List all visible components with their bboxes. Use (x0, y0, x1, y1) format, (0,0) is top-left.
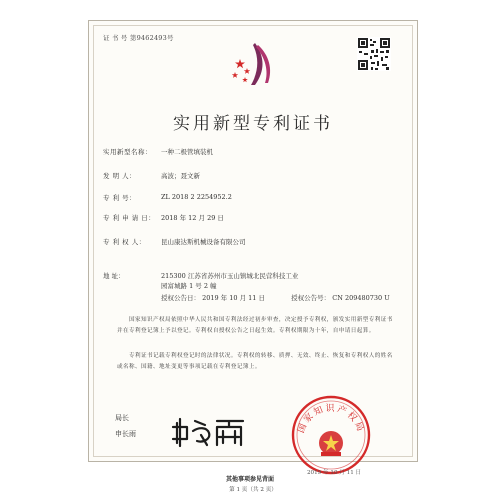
patent-number-label: 专 利 号： (103, 194, 137, 202)
patentee-row (103, 237, 246, 246)
patentee-label: 专 利 权 人： (103, 238, 146, 246)
certificate-title: 实用新型专利证书 (173, 114, 333, 134)
invention-name-value: 一种二极管填装机 (161, 148, 213, 156)
page-number: 第 1 页（共 2 页） (229, 487, 277, 493)
patent-number-value: ZL 2018 2 2254952.2 (161, 193, 232, 201)
grant-date-label: 授权公告日： (161, 294, 200, 302)
invention-name-label: 实用新型名称： (103, 148, 152, 156)
qr-code-icon (357, 37, 391, 71)
seal-date: 2019 年 10 月 11 日 (307, 470, 362, 476)
certificate-number: 证 书 号 第9462493号 (103, 34, 174, 42)
address-label: 地 址： (103, 272, 125, 280)
director-title: 局长 (115, 414, 129, 422)
grant-number-label: 授权公告号： (291, 294, 331, 302)
cnipa-emblem-icon (225, 37, 279, 91)
inventor-label: 发 明 人： (103, 172, 137, 180)
grant-row (161, 293, 390, 302)
inventor-value: 高波；聂文新 (161, 172, 200, 180)
grant-paragraph: 国家知识产权局依照中华人民共和国专利法经过初步审查，决定授予专利权，颁发实用新型专利证书并在专利登记簿上予以登记。专利权自授权公告之日起生效。专利权期限为十年，自申请日起算。 (117, 317, 393, 334)
grant-number-value: CN 209480730 U (332, 294, 390, 302)
director-name: 申长雨 (115, 430, 136, 438)
patentee-value: 昆山康达斯机械设备有限公司 (161, 238, 246, 246)
address-row (103, 271, 301, 291)
filing-date-label: 专 利 申 请 日： (103, 214, 156, 222)
filing-date-row (103, 213, 224, 222)
invention-name-row (103, 147, 213, 156)
patent-number-row (103, 193, 232, 202)
official-seal-icon (289, 393, 373, 477)
back-page-note: 其他事项参见背面 (225, 476, 274, 483)
seal-text: 国家知识产权局 (296, 404, 366, 435)
inventor-row (103, 171, 200, 180)
director-signature (171, 413, 249, 449)
legal-status-paragraph: 专利证书记载专利权登记时的法律状况。专利权的转移、质押、无效、终止、恢复和专利权人的姓名或名称、国籍、地址变更等事项记载在专利登记簿上。 (117, 353, 393, 370)
filing-date-value: 2018 年 12 月 29 日 (161, 214, 224, 222)
grant-date-value: 2019 年 10 月 11 日 (202, 294, 265, 302)
address-value: 215300 江苏省苏州市玉山镇城北民营科技工业园富城路 1 号 2 幢 (161, 272, 299, 290)
